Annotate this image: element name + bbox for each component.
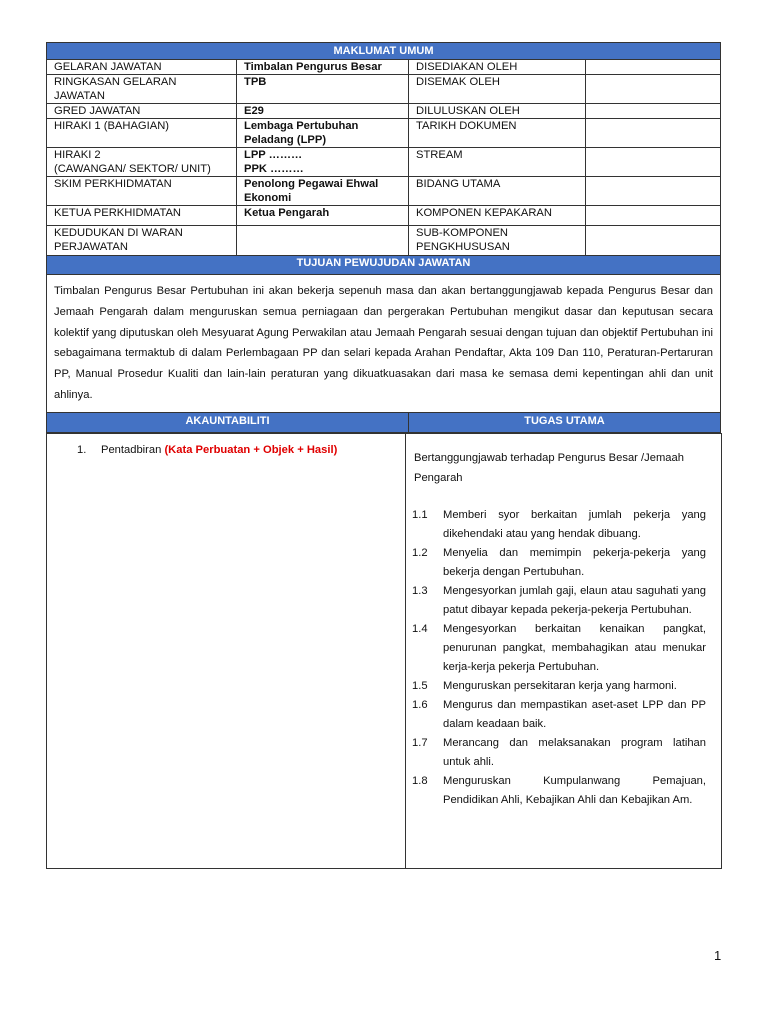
duty-number: 1.8 [412, 774, 428, 787]
duty-number: 1.3 [412, 584, 428, 597]
value-expertise-component [586, 206, 721, 226]
label-job-title: GELARAN JAWATAN [47, 60, 237, 75]
duty-text: Menguruskan persekitaran kerja yang harmoni. [443, 679, 677, 692]
duty-text: Memberi syor berkaitan jumlah pekerja yang dikehendaki atau yang hendak dibuang. [443, 508, 706, 540]
value-sub-component [586, 226, 721, 256]
value-hierarchy-2-lpp: LPP ……… [244, 149, 303, 161]
page-number: 1 [714, 948, 722, 963]
duty-number: 1.6 [412, 698, 428, 711]
duty-item [412, 506, 706, 544]
duty-item [412, 620, 706, 677]
accountability-item-number: 1. [77, 443, 87, 456]
duty-number: 1.2 [412, 546, 428, 559]
accountability-item [77, 444, 337, 456]
label-warrant-position: KEDUDUKAN DI WARAN PERJAWATAN [47, 226, 237, 256]
duty-number: 1.1 [412, 508, 428, 521]
value-stream [586, 148, 721, 177]
duty-text: Mengurus dan mempastikan aset-aset LPP dan PP dalam keadaan baik. [443, 698, 706, 730]
label-hierarchy-2-line1: HIRAKI 2 [54, 149, 101, 161]
label-expertise-component: KOMPONEN KEPAKARAN [409, 206, 586, 226]
value-grade: E29 [237, 104, 409, 119]
general-info-header: MAKLUMAT UMUM [47, 43, 721, 60]
label-reviewed-by: DISEMAK OLEH [409, 75, 586, 104]
duty-text: Mengesyorkan berkaitan kenaikan pangkat, penurunan pangkat, membahagikan atau menukar kerja-kerja pekerja Pertubuhan. [443, 622, 706, 673]
value-document-date [586, 119, 721, 148]
purpose-header: TUJUAN PEWUJUDAN JAWATAN [47, 256, 721, 275]
duty-item [412, 772, 706, 810]
value-approved-by [586, 104, 721, 119]
label-service-scheme: SKIM PERKHIDMATAN [47, 177, 237, 206]
duty-number: 1.7 [412, 736, 428, 749]
value-main-field [586, 177, 721, 206]
value-title-abbrev: TPB [237, 75, 409, 104]
value-head-of-service: Ketua Pengarah [237, 206, 409, 226]
duties-list [412, 506, 706, 810]
label-document-date: TARIKH DOKUMEN [409, 119, 586, 148]
label-hierarchy-2-line2: (CAWANGAN/ SEKTOR/ UNIT) [54, 163, 211, 175]
value-service-scheme: Penolong Pegawai Ehwal Ekonomi [237, 177, 409, 206]
value-prepared-by [586, 60, 721, 75]
label-stream: STREAM [409, 148, 586, 177]
accountability-column [47, 434, 406, 868]
accountability-item-hint: (Kata Perbuatan + Objek + Hasil) [164, 443, 338, 456]
label-hierarchy-2 [47, 148, 237, 177]
value-hierarchy-2-ppk: PPK ……… [244, 163, 304, 175]
value-hierarchy-1: Lembaga Pertubuhan Peladang (LPP) [237, 119, 409, 148]
duty-item [412, 582, 706, 620]
label-title-abbrev: RINGKASAN GELARAN JAWATAN [47, 75, 237, 104]
label-prepared-by: DISEDIAKAN OLEH [409, 60, 586, 75]
duty-text: Menguruskan Kumpulanwang Pemajuan, Pendidikan Ahli, Kebajikan Ahli dan Kebajikan Am. [443, 774, 706, 806]
duty-text: Merancang dan melaksanakan program latihan untuk ahli. [443, 736, 706, 768]
duty-item [412, 544, 706, 582]
purpose-text: Timbalan Pengurus Besar Pertubuhan ini akan bekerja sepenuh masa dan akan bertanggungjawab kepada Pengurus Besar dan Jemaah Pengarah dalam menguruskan semua perniagaan dan pergerakan Pertubuhan mengikut dasar dan keputusan secara kolektif yang diputuskan oleh Mesyuarat Agung Perwakilan atau Jemaah Pengarah sesuai dengan tujuan dan objektif Pertubuhan ini sebagaimana termaktub di dalam Perlembagaan PP dan selari kepada Arahan Pendaftar, Akta 109 Dan 110, Peraturan-Pertaruran PP, Manual Prosedur Kualiti dan lain-lain peraturan yang dikuatkuasakan dari masa ke semasa demi kepentingan ahli dan unit ahlinya. [47, 275, 721, 413]
duty-item [412, 734, 706, 772]
main-duties-header: TUGAS UTAMA [409, 412, 721, 432]
duties-intro: Bertanggungjawab terhadap Pengurus Besar /Jemaah Pengarah [414, 451, 684, 484]
general-info-table [46, 42, 721, 433]
label-approved-by: DILULUSKAN OLEH [409, 104, 586, 119]
duties-column [406, 434, 721, 868]
value-hierarchy-2 [237, 148, 409, 177]
duty-item [412, 696, 706, 734]
accountability-item-label: Pentadbiran [101, 443, 162, 456]
duty-text: Menyelia dan memimpin pekerja-pekerja yang bekerja dengan Pertubuhan. [443, 546, 706, 578]
duty-text: Mengesyorkan jumlah gaji, elaun atau saguhati yang patut dibayar kepada pekerja-pekerja Pertubuhan. [443, 584, 706, 616]
value-warrant-position [237, 226, 409, 256]
duty-item [412, 677, 706, 696]
label-head-of-service: KETUA PERKHIDMATAN [47, 206, 237, 226]
accountability-duties-section [46, 433, 722, 869]
duty-number: 1.5 [412, 679, 428, 692]
label-sub-component: SUB-KOMPONEN PENGKHUSUSAN [409, 226, 586, 256]
job-description-document [46, 42, 720, 869]
label-hierarchy-1: HIRAKI 1 (BAHAGIAN) [47, 119, 237, 148]
accountability-header: AKAUNTABILITI [47, 412, 409, 432]
label-main-field: BIDANG UTAMA [409, 177, 586, 206]
duty-number: 1.4 [412, 622, 428, 635]
label-grade: GRED JAWATAN [47, 104, 237, 119]
value-job-title: Timbalan Pengurus Besar [237, 60, 409, 75]
value-reviewed-by [586, 75, 721, 104]
